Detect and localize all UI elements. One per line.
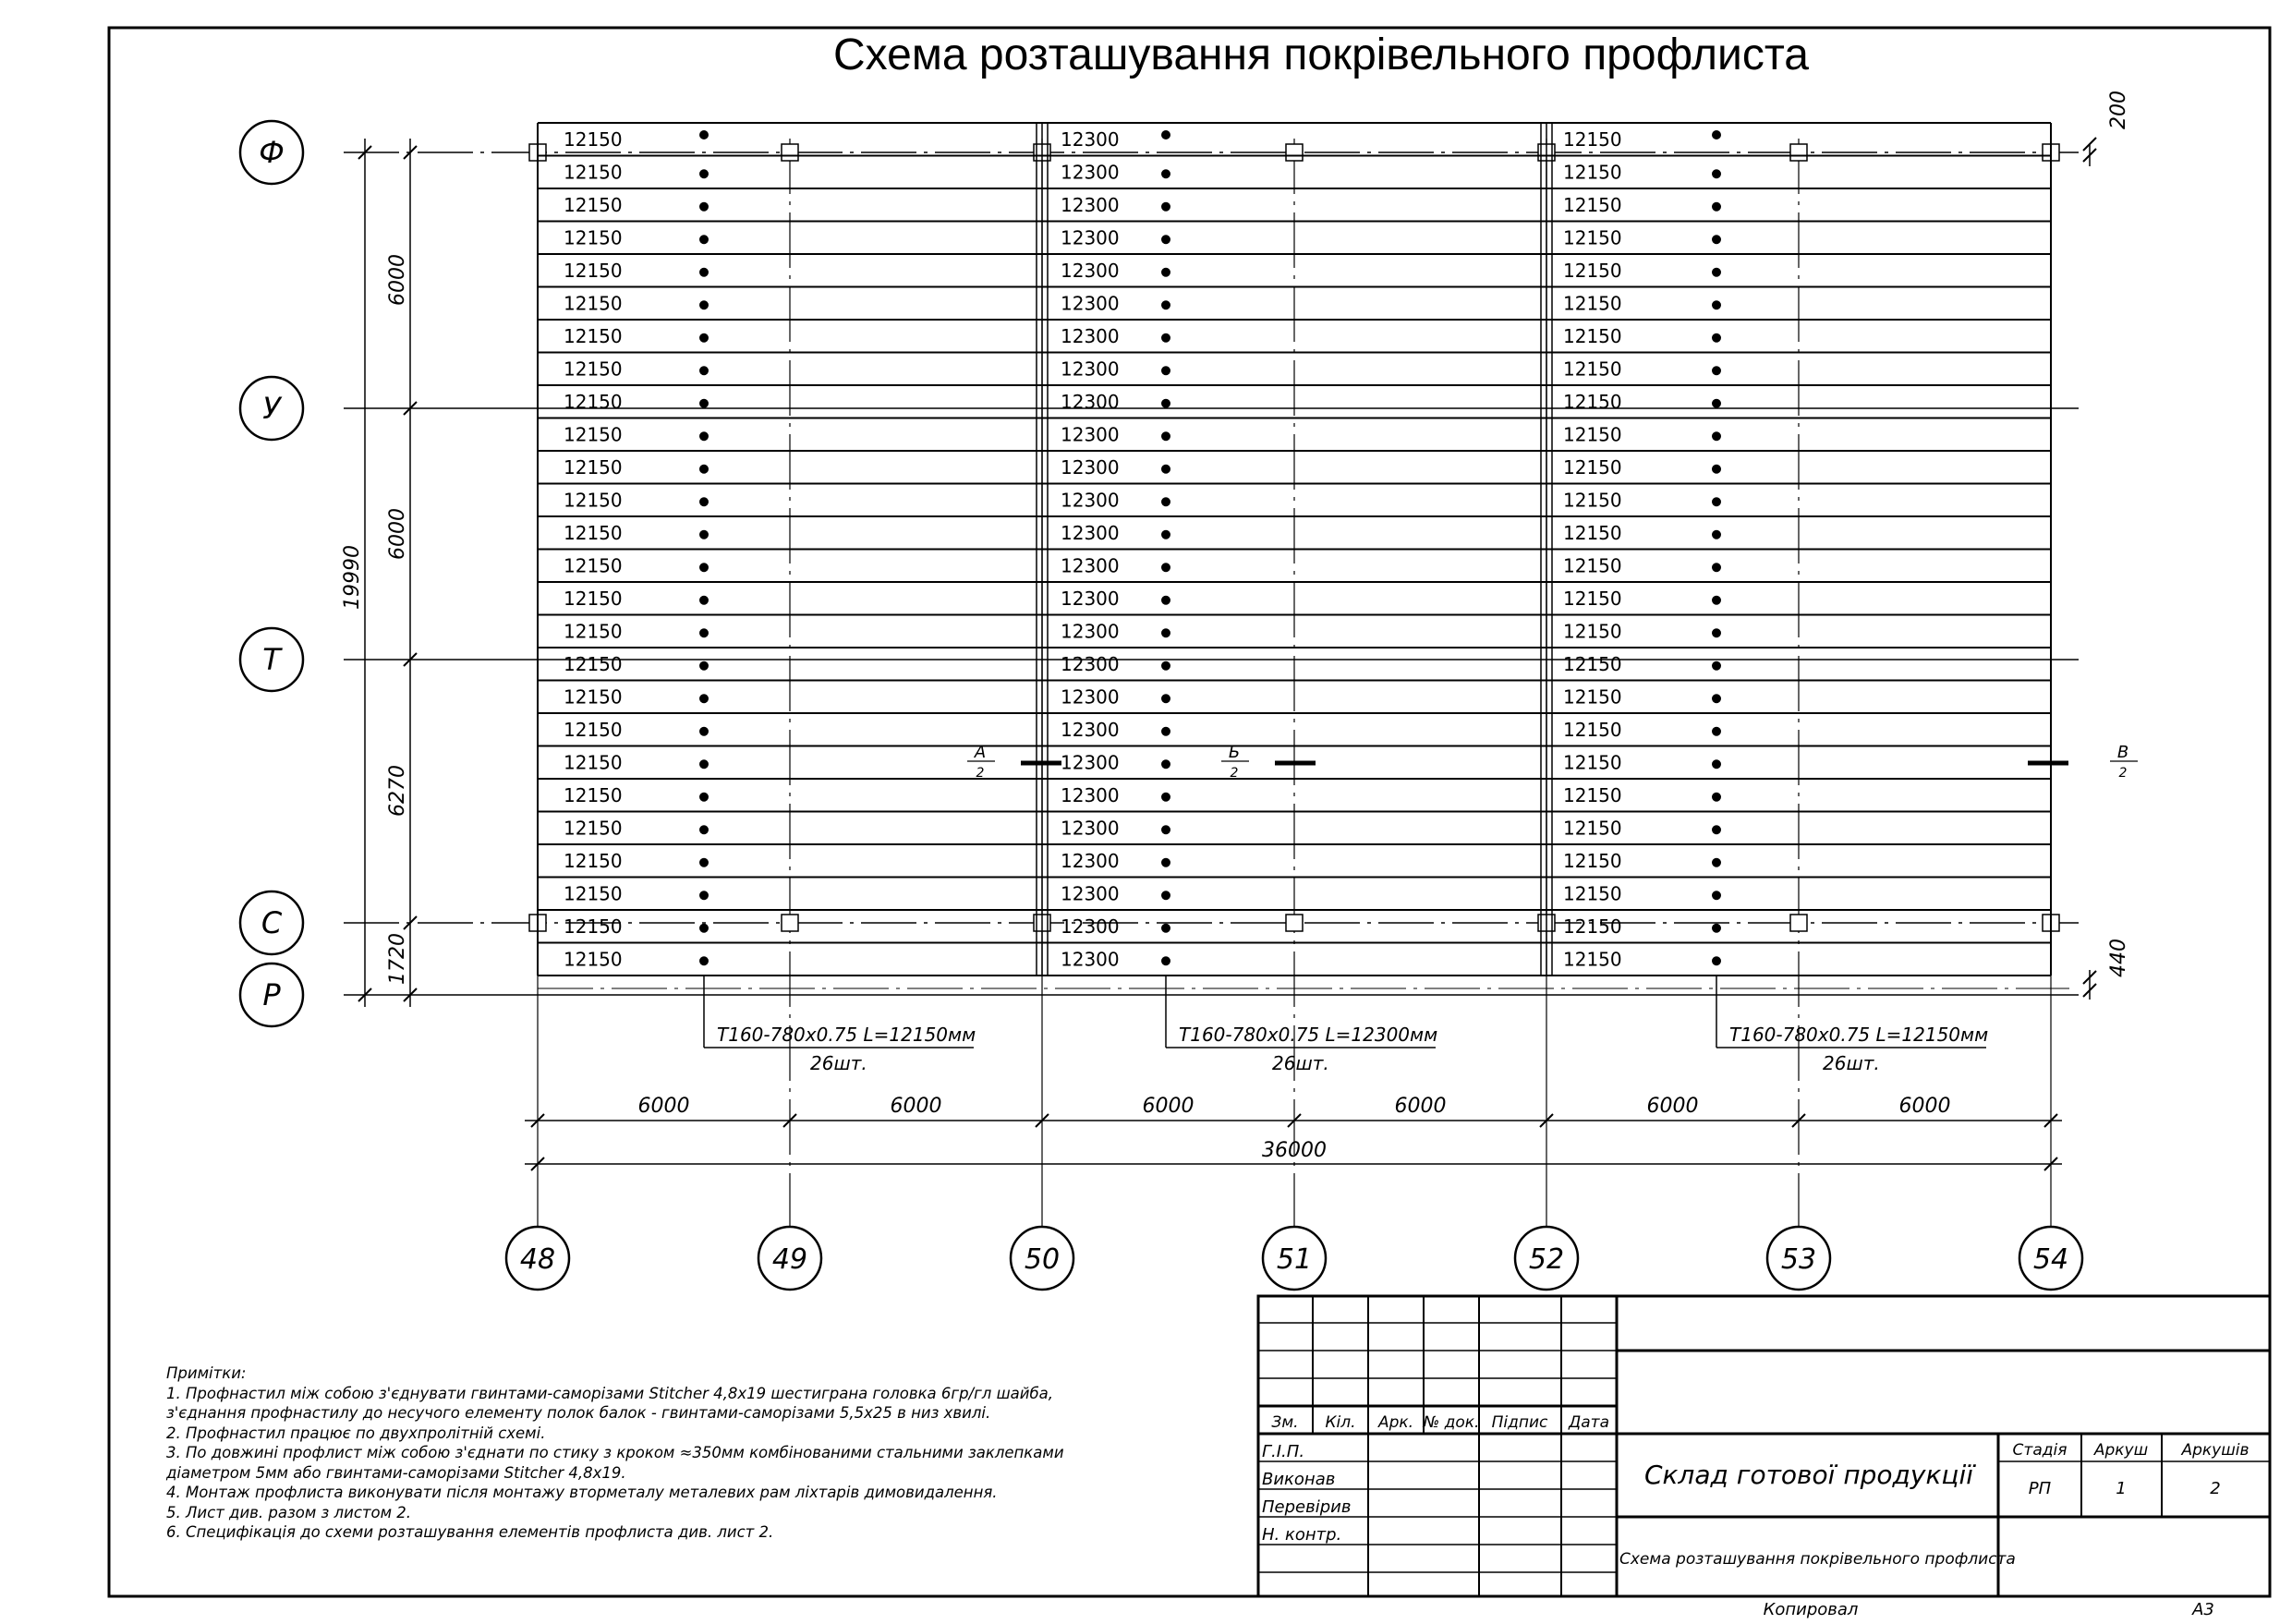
- project-name: Склад готової продукції: [1643, 1460, 1974, 1490]
- sheet-length-label: 12300: [1061, 127, 1120, 151]
- fastener-dot: [699, 924, 709, 933]
- fastener-dot: [1161, 891, 1170, 900]
- sheet-length-label: 12150: [1563, 620, 1622, 643]
- title-block-role: Г.І.П.: [1262, 1442, 1305, 1461]
- sheet-length-label: 12300: [1061, 259, 1120, 282]
- column-axis-label: 54: [2032, 1243, 2069, 1276]
- fastener-dot: [1161, 333, 1170, 343]
- sheet-count-label: 26шт.: [810, 1052, 867, 1074]
- dimension-label: 6000: [890, 1095, 942, 1118]
- sheet-length-label: 12150: [1563, 948, 1622, 971]
- column-axis-label: 53: [1780, 1243, 1817, 1276]
- fastener-dot: [699, 793, 709, 802]
- sheet-length-label: 12300: [1061, 455, 1120, 479]
- fastener-dot: [1712, 563, 1721, 572]
- fastener-dot: [699, 366, 709, 375]
- fastener-dot: [699, 235, 709, 244]
- fastener-dot: [1712, 891, 1721, 900]
- dimension-label: 6000: [1646, 1095, 1699, 1118]
- fastener-dot: [1712, 858, 1721, 867]
- fastener-dot: [1712, 333, 1721, 343]
- fastener-dot: [1712, 661, 1721, 671]
- sheet-length-label: 12300: [1061, 489, 1120, 512]
- sheet-length-label: 12150: [1563, 521, 1622, 544]
- fastener-dot: [1161, 465, 1170, 474]
- column-axis-label: 49: [771, 1243, 808, 1276]
- dimension-label: 19990: [341, 545, 364, 610]
- fastener-dot: [699, 825, 709, 834]
- fastener-dot: [699, 431, 709, 441]
- drawing-title: Схема розташування покрівельного профлиста: [833, 30, 1809, 79]
- sheet-length-label: 12150: [1563, 554, 1622, 577]
- title-block-role: Перевірив: [1262, 1497, 1352, 1517]
- title-block-role: Виконав: [1262, 1470, 1336, 1489]
- sheet-length-label: 12150: [1563, 915, 1622, 938]
- row-axis-label: У: [262, 391, 281, 426]
- note-line: з'єднання профнастилу до несучого елементу полок балок - гвинтами-саморізами 5,5х25 в низ хвилі.: [166, 1404, 991, 1422]
- sheet-length-label: 12150: [1563, 718, 1622, 741]
- dimension-label: 440: [2107, 939, 2130, 977]
- sheet-length-label: 12300: [1061, 358, 1120, 381]
- sheet-length-label: 12150: [564, 521, 623, 544]
- sheet-length-label: 12150: [564, 127, 623, 151]
- fastener-dot: [1712, 825, 1721, 834]
- fastener-dot: [1161, 825, 1170, 834]
- fastener-dot: [1712, 727, 1721, 736]
- sheet-length-label: 12150: [1563, 587, 1622, 610]
- fastener-dot: [699, 300, 709, 309]
- sheet-length-label: 12150: [564, 554, 623, 577]
- beam-marker: [782, 144, 798, 161]
- sheet-length-label: 12300: [1061, 817, 1120, 840]
- beam-marker: [782, 915, 798, 931]
- fastener-dot: [1712, 465, 1721, 474]
- dimension-label: 6000: [1142, 1095, 1195, 1118]
- fastener-dot: [1161, 759, 1170, 769]
- footer-format: А3: [2192, 1600, 2214, 1619]
- fastener-dot: [699, 399, 709, 408]
- column-axis-label: 48: [519, 1243, 556, 1276]
- sheet-length-label: 12150: [1563, 849, 1622, 872]
- fastener-dot: [1712, 628, 1721, 637]
- sheet-length-label: 12150: [564, 587, 623, 610]
- sheet-length-label: 12150: [1563, 455, 1622, 479]
- fastener-dot: [1161, 399, 1170, 408]
- sheet-length-label: 12150: [1563, 817, 1622, 840]
- fastener-dot: [699, 497, 709, 506]
- fastener-dot: [1712, 169, 1721, 178]
- fastener-dot: [699, 956, 709, 965]
- fastener-dot: [1161, 431, 1170, 441]
- fastener-dot: [699, 333, 709, 343]
- sheet-length-label: 12150: [564, 751, 623, 774]
- notes-block: [166, 1363, 1219, 1543]
- fastener-dot: [699, 169, 709, 178]
- sheet-length-label: 12150: [564, 685, 623, 709]
- beam-marker: [1286, 915, 1303, 931]
- fastener-dot: [1161, 268, 1170, 277]
- fastener-dot: [1161, 793, 1170, 802]
- title-block-header: Зм.: [1271, 1413, 1299, 1432]
- sheet-length-label: 12300: [1061, 849, 1120, 872]
- fastener-dot: [1161, 596, 1170, 605]
- sheet-length-label: 12150: [564, 358, 623, 381]
- fastener-dot: [699, 727, 709, 736]
- sheet-length-label: 12150: [1563, 751, 1622, 774]
- dimension-label: 36000: [1262, 1139, 1327, 1162]
- fastener-dot: [1161, 235, 1170, 244]
- sheet-count-label: 26шт.: [1272, 1052, 1329, 1074]
- sheet-length-label: 12150: [564, 718, 623, 741]
- column-axis-label: 51: [1276, 1243, 1313, 1276]
- sheet-length-label: 12300: [1061, 948, 1120, 971]
- fastener-dot: [1712, 924, 1721, 933]
- section-mark-sheet: 2: [1230, 766, 1239, 781]
- fastener-dot: [699, 202, 709, 212]
- dimension-label: 1720: [386, 933, 409, 985]
- dimension-label: 6000: [1394, 1095, 1447, 1118]
- sheet-length-label: 12150: [564, 817, 623, 840]
- sheet-length-label: 12150: [564, 489, 623, 512]
- sheet-length-label: 12150: [564, 620, 623, 643]
- note-line: 2. Профнастил працює по двухпролітній схемі.: [166, 1424, 546, 1442]
- fastener-dot: [1161, 202, 1170, 212]
- fastener-dot: [699, 130, 709, 139]
- sheet-length-label: 12150: [564, 849, 623, 872]
- sheet-length-label: 12150: [1563, 161, 1622, 184]
- dimension-label: 200: [2107, 91, 2130, 129]
- fastener-dot: [1712, 956, 1721, 965]
- fastener-dot: [1161, 169, 1170, 178]
- fastener-dot: [1161, 727, 1170, 736]
- fastener-dot: [1712, 300, 1721, 309]
- sheet-length-label: 12300: [1061, 390, 1120, 413]
- fastener-dot: [1712, 694, 1721, 703]
- fastener-dot: [1161, 924, 1170, 933]
- sheet-length-label: 12300: [1061, 882, 1120, 905]
- sheet-spec-label: Т160-780х0.75 L=12300мм: [1179, 1024, 1438, 1046]
- sheet-length-label: 12300: [1061, 226, 1120, 249]
- stage-label: Стадія: [2012, 1441, 2068, 1460]
- dimension-label: 6000: [637, 1095, 690, 1118]
- sheet-spec-label: Т160-780х0.75 L=12150мм: [1729, 1024, 1989, 1046]
- fastener-dot: [699, 858, 709, 867]
- sheet-length-label: 12150: [1563, 226, 1622, 249]
- fastener-dot: [1712, 596, 1721, 605]
- sheet-length-label: 12150: [1563, 259, 1622, 282]
- sheet-length-label: 12300: [1061, 685, 1120, 709]
- dimension-label: 6000: [386, 254, 409, 306]
- fastener-dot: [699, 563, 709, 572]
- sheet-length-label: 12150: [1563, 783, 1622, 806]
- sheet-label: Аркуш: [2093, 1441, 2149, 1460]
- fastener-dot: [699, 891, 709, 900]
- sheet-value: 1: [2116, 1479, 2127, 1498]
- stage-value: РП: [2028, 1479, 2052, 1498]
- fastener-dot: [699, 661, 709, 671]
- sheets-value: 2: [2210, 1479, 2221, 1498]
- title-block-header: Підпис: [1491, 1413, 1548, 1432]
- sheet-length-label: 12150: [564, 423, 623, 446]
- title-block-header: Арк.: [1377, 1413, 1414, 1432]
- beam-marker: [1286, 144, 1303, 161]
- fastener-dot: [1712, 366, 1721, 375]
- section-mark-letter: А: [974, 743, 987, 762]
- sheet-length-label: 12150: [1563, 324, 1622, 347]
- fastener-dot: [1712, 759, 1721, 769]
- fastener-dot: [699, 628, 709, 637]
- sheet-length-label: 12150: [1563, 685, 1622, 709]
- sheet-length-label: 12150: [564, 455, 623, 479]
- sheet-length-label: 12300: [1061, 193, 1120, 216]
- section-mark-sheet: 2: [2118, 766, 2128, 781]
- note-line: діаметром 5мм або гвинтами-саморізами Stitcher 4,8х19.: [166, 1463, 626, 1482]
- section-mark-sheet: 2: [976, 766, 985, 781]
- sheet-length-label: 12300: [1061, 751, 1120, 774]
- fastener-dot: [1161, 497, 1170, 506]
- sheet-length-label: 12300: [1061, 587, 1120, 610]
- note-line: 6. Специфікація до схеми розташування елементів профлиста див. лист 2.: [166, 1523, 774, 1541]
- fastener-dot: [1712, 268, 1721, 277]
- sheet-length-label: 12300: [1061, 915, 1120, 938]
- fastener-dot: [699, 759, 709, 769]
- fastener-dot: [1712, 530, 1721, 539]
- sheet-length-label: 12150: [1563, 358, 1622, 381]
- footer-copied: Копировал: [1763, 1600, 1859, 1619]
- sheet-length-label: 12300: [1061, 652, 1120, 675]
- fastener-dot: [1161, 530, 1170, 539]
- row-axis-label: Т: [262, 642, 281, 677]
- sheet-length-label: 12300: [1061, 554, 1120, 577]
- title-block-header: Кіл.: [1325, 1413, 1356, 1432]
- fastener-dot: [699, 596, 709, 605]
- sheet-length-label: 12150: [564, 324, 623, 347]
- dimension-label: 6000: [1898, 1095, 1951, 1118]
- sheet-length-label: 12150: [564, 652, 623, 675]
- drawing-title-block-name: Схема розташування покрівельного профлиста: [1619, 1550, 2016, 1569]
- row-axis-label: Ф: [259, 135, 285, 170]
- column-axis-label: 52: [1528, 1243, 1565, 1276]
- sheet-length-label: 12150: [1563, 390, 1622, 413]
- section-mark-letter: Б: [1228, 743, 1241, 762]
- sheet-length-label: 12300: [1061, 783, 1120, 806]
- sheet-length-label: 12150: [564, 161, 623, 184]
- sheet-length-label: 12150: [1563, 882, 1622, 905]
- beam-marker: [1790, 144, 1807, 161]
- column-axis-label: 50: [1024, 1243, 1061, 1276]
- beam-marker: [1790, 915, 1807, 931]
- sheet-length-label: 12300: [1061, 161, 1120, 184]
- fastener-dot: [1161, 628, 1170, 637]
- section-mark-letter: В: [2116, 743, 2129, 762]
- fastener-dot: [1712, 793, 1721, 802]
- fastener-dot: [1712, 431, 1721, 441]
- sheet-length-label: 12150: [564, 948, 623, 971]
- sheet-length-label: 12150: [1563, 489, 1622, 512]
- fastener-dot: [1712, 235, 1721, 244]
- sheet-length-label: 12150: [1563, 127, 1622, 151]
- sheet-length-label: 12150: [1563, 423, 1622, 446]
- notes-heading: Примітки:: [166, 1364, 247, 1382]
- fastener-dot: [1161, 956, 1170, 965]
- sheet-length-label: 12300: [1061, 292, 1120, 315]
- fastener-dot: [1161, 661, 1170, 671]
- fastener-dot: [699, 530, 709, 539]
- row-axis-label: Р: [262, 977, 281, 1012]
- sheet-length-label: 12150: [564, 292, 623, 315]
- fastener-dot: [1161, 694, 1170, 703]
- fastener-dot: [699, 268, 709, 277]
- title-block-header: № док.: [1423, 1413, 1480, 1432]
- sheet-count-label: 26шт.: [1823, 1052, 1880, 1074]
- fastener-dot: [1161, 130, 1170, 139]
- fastener-dot: [699, 694, 709, 703]
- fastener-dot: [1161, 858, 1170, 867]
- note-line: 4. Монтаж профлиста виконувати після монтажу вторметалу металевих рам ліхтарів димовидалення.: [166, 1484, 998, 1501]
- title-block-header: Дата: [1568, 1413, 1610, 1432]
- note-line: 3. По довжині профлист між собою з'єднати по стику з кроком ≈350мм комбінованими стальними заклепками: [166, 1444, 1064, 1461]
- note-line: 1. Профнастил між собою з'єднувати гвинтами-саморізами Stitcher 4,8х19 шестиграна головка 6гр/гл шайба,: [166, 1384, 1054, 1402]
- fastener-dot: [1161, 563, 1170, 572]
- fastener-dot: [1161, 366, 1170, 375]
- fastener-dot: [1161, 300, 1170, 309]
- title-block-role: Н. контр.: [1262, 1525, 1342, 1545]
- sheet-length-label: 12300: [1061, 423, 1120, 446]
- sheet-length-label: 12300: [1061, 324, 1120, 347]
- fastener-dot: [1712, 399, 1721, 408]
- sheet-length-label: 12300: [1061, 620, 1120, 643]
- sheet-length-label: 12150: [564, 226, 623, 249]
- sheet-length-label: 12300: [1061, 521, 1120, 544]
- sheet-length-label: 12150: [1563, 652, 1622, 675]
- sheet-length-label: 12150: [564, 390, 623, 413]
- note-line: 5. Лист див. разом з листом 2.: [166, 1503, 412, 1521]
- sheet-length-label: 12150: [564, 915, 623, 938]
- sheet-length-label: 12150: [564, 193, 623, 216]
- sheet-length-label: 12150: [564, 783, 623, 806]
- fastener-dot: [1712, 202, 1721, 212]
- fastener-dot: [699, 465, 709, 474]
- sheet-length-label: 12150: [564, 882, 623, 905]
- sheet-length-label: 12150: [564, 259, 623, 282]
- sheet-length-label: 12150: [1563, 292, 1622, 315]
- sheet-spec-label: Т160-780х0.75 L=12150мм: [717, 1024, 976, 1046]
- fastener-dot: [1712, 497, 1721, 506]
- dimension-label: 6270: [386, 765, 409, 817]
- sheets-label: Аркушів: [2181, 1441, 2250, 1460]
- sheet-length-label: 12300: [1061, 718, 1120, 741]
- fastener-dot: [1712, 130, 1721, 139]
- sheet-length-label: 12150: [1563, 193, 1622, 216]
- row-axis-label: С: [261, 905, 283, 940]
- dimension-label: 6000: [386, 508, 409, 560]
